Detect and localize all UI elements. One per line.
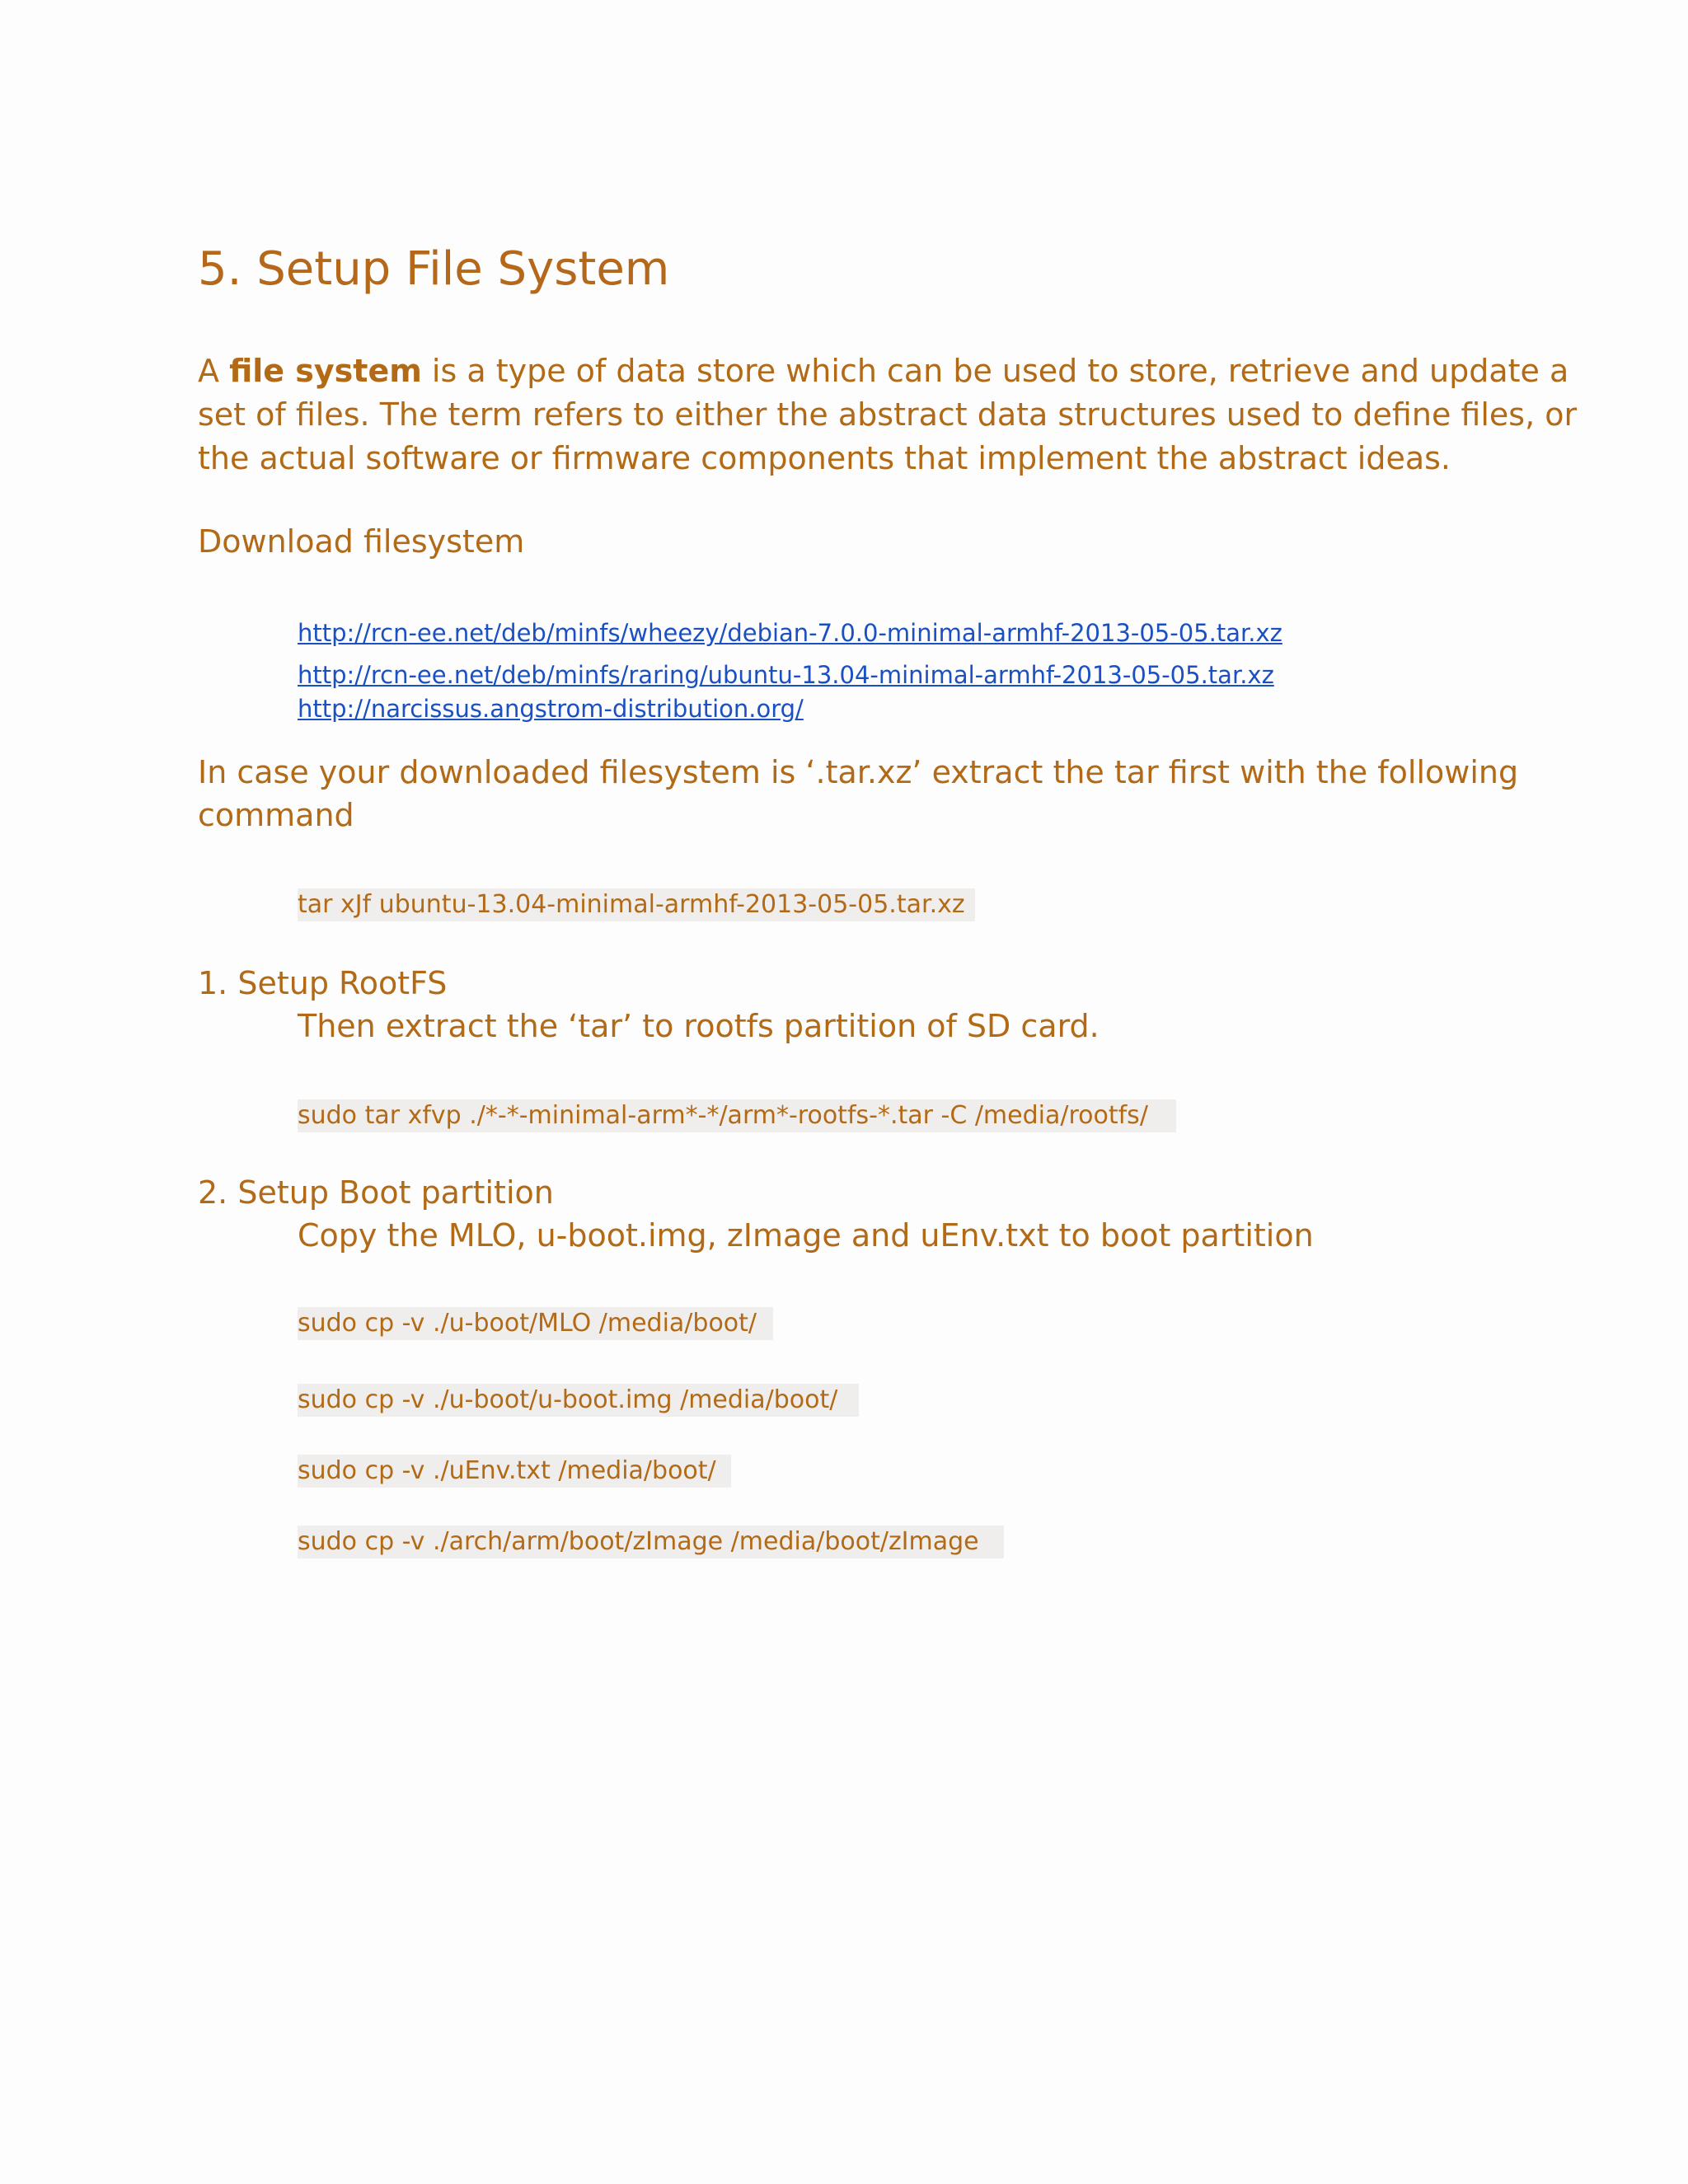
extract-instruction-line1: In case your downloaded filesystem is ‘.tar.xz’ extract the tar first with the following (198, 754, 1519, 790)
intro-term: file system (229, 353, 422, 389)
rootfs-command: sudo tar xfvp ./*-*-minimal-arm*-*/arm*-rootfs-*.tar -C /media/rootfs/ (298, 1099, 1176, 1132)
rootfs-heading: 1. Setup RootFS (198, 965, 448, 1001)
download-link-debian[interactable]: http://rcn-ee.net/deb/minfs/wheezy/debian-7.0.0-minimal-armhf-2013-05-05.tar.xz (298, 619, 1282, 647)
section-title: 5. Setup File System (198, 242, 670, 296)
download-link-ubuntu[interactable]: http://rcn-ee.net/deb/minfs/raring/ubuntu-13.04-minimal-armhf-2013-05-05.tar.xz (298, 661, 1274, 689)
boot-instruction: Copy the MLO, u-boot.img, zImage and uEnv.txt to boot partition (298, 1217, 1314, 1254)
boot-heading: 2. Setup Boot partition (198, 1174, 554, 1211)
extract-command: tar xJf ubuntu-13.04-minimal-armhf-2013-05-05.tar.xz (298, 888, 975, 921)
extract-instruction-line2: command (198, 797, 354, 833)
intro-paragraph (198, 349, 1599, 480)
boot-command-uenv: sudo cp -v ./uEnv.txt /media/boot/ (298, 1455, 731, 1488)
boot-command-uboot: sudo cp -v ./u-boot/u-boot.img /media/boot/ (298, 1384, 859, 1417)
rootfs-instruction: Then extract the ‘tar’ to rootfs partition of SD card. (298, 1008, 1100, 1044)
intro-prefix: A (198, 353, 230, 389)
download-heading: Download filesystem (198, 523, 525, 560)
download-link-angstrom[interactable]: http://narcissus.angstrom-distribution.org/ (298, 695, 804, 723)
intro-text: is a type of data store which can be used to store, retrieve and update a set of files. The term refers to either the abstract data structures used to define files, or the actual software or firmware components that implement the abstract ideas. (198, 353, 1578, 476)
boot-command-mlo: sudo cp -v ./u-boot/MLO /media/boot/ (298, 1307, 773, 1340)
boot-command-zimage: sudo cp -v ./arch/arm/boot/zImage /media/boot/zImage (298, 1526, 1004, 1558)
